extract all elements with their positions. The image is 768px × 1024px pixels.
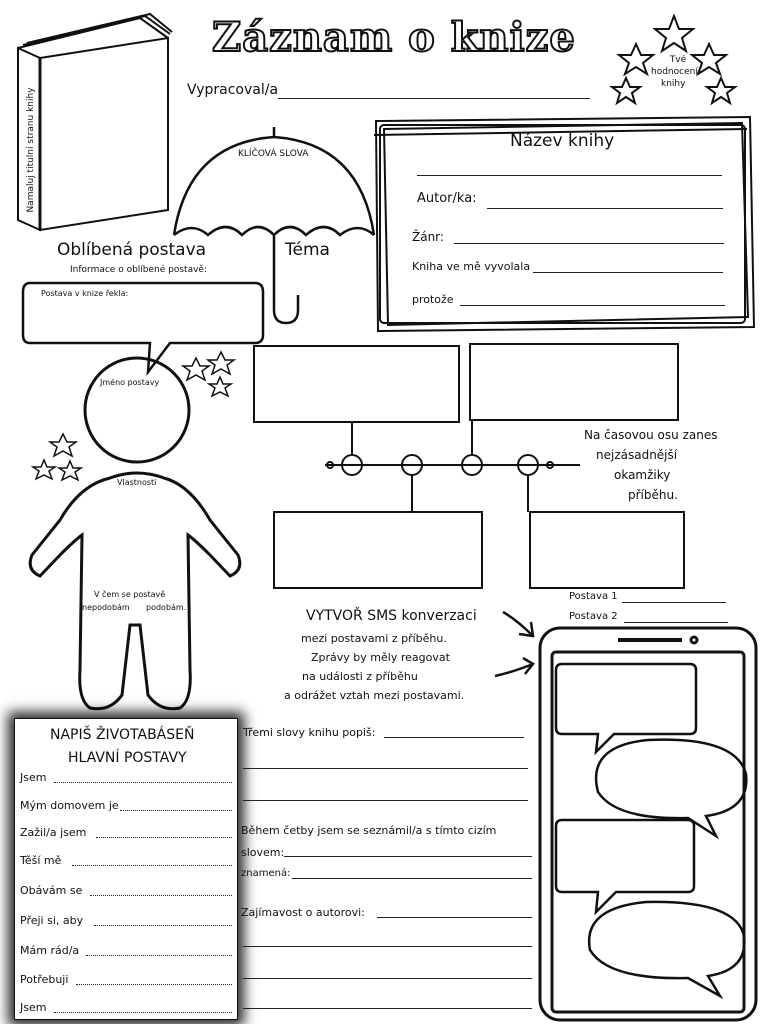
three-words-line[interactable] — [384, 737, 524, 738]
biography-line-label: Obávám se — [20, 884, 83, 897]
three-words-line[interactable] — [243, 768, 528, 769]
rating-label: Tvé — [669, 55, 687, 65]
traits-label: Vlastnosti — [117, 478, 157, 487]
three-words-label: Třemi slovy knihu popiš: — [243, 726, 376, 739]
favourite-character-heading: Oblíbená postava — [57, 240, 207, 260]
timeline-box — [254, 346, 459, 422]
sms-instruction: Zprávy by měly reagovat — [311, 651, 450, 664]
rating-label: hodnocení — [651, 67, 698, 77]
star-icon — [655, 16, 693, 51]
biography-line[interactable] — [96, 837, 232, 838]
page-title: Záznam o knize — [212, 14, 576, 61]
biography-heading: HLAVNÍ POSTAVY — [68, 750, 187, 766]
book-author-line[interactable] — [487, 208, 723, 209]
timeline-box — [530, 512, 684, 588]
author-fact-line[interactable] — [377, 917, 532, 918]
three-words-line[interactable] — [243, 800, 528, 801]
timeline[interactable] — [250, 340, 690, 590]
author-fact-line[interactable] — [243, 1008, 532, 1009]
biography-line[interactable] — [90, 895, 232, 896]
theme-label: Téma — [285, 240, 330, 260]
new-word-line[interactable] — [284, 856, 532, 857]
feeling-line[interactable] — [533, 272, 723, 273]
book-title-label: Název knihy — [510, 131, 615, 151]
star-icon — [33, 460, 55, 479]
biography-line-label: Potřebuji — [20, 973, 69, 986]
phone-drawing[interactable] — [536, 624, 762, 1024]
biography-line[interactable] — [54, 1012, 232, 1013]
message-bubble — [556, 820, 694, 912]
star-icon — [59, 461, 81, 480]
character-2-line[interactable] — [624, 622, 728, 623]
biography-line[interactable] — [76, 984, 232, 985]
meaning-line[interactable] — [292, 878, 532, 879]
biography-line[interactable] — [54, 782, 232, 783]
timeline-box — [470, 344, 678, 420]
star-icon — [208, 352, 234, 374]
character-figure[interactable] — [30, 350, 260, 720]
biography-line-label: Jsem — [20, 1001, 47, 1014]
new-word-label: Během četby jsem se seznámil/a s tímto cizím — [241, 824, 497, 837]
character-1-line[interactable] — [622, 602, 726, 603]
author-fact-line[interactable] — [243, 978, 532, 979]
star-icon — [619, 44, 653, 74]
character-1-label: Postava 1 — [569, 591, 618, 602]
author-fact-line[interactable] — [243, 946, 532, 947]
biography-line[interactable] — [94, 925, 232, 926]
star-icon — [50, 434, 76, 456]
star-icon — [612, 78, 640, 103]
biography-line[interactable] — [120, 810, 232, 811]
timeline-instruction: okamžiky — [614, 468, 671, 482]
meaning-label: znamená: — [241, 868, 291, 879]
timeline-box — [274, 512, 482, 588]
genre-line[interactable] — [454, 243, 724, 244]
biography-line-label: Mým domovem je — [20, 799, 119, 812]
message-bubble — [589, 902, 744, 996]
book-author-label: Autor/ka: — [417, 191, 477, 206]
star-icon — [707, 78, 735, 103]
biography-heading: NAPIŠ ŽIVOTABÁSEŇ — [50, 727, 195, 743]
timeline-instruction: příběhu. — [628, 488, 678, 502]
similar-label: podobám. — [146, 603, 187, 612]
sms-heading: VYTVOŘ SMS konverzaci — [306, 608, 477, 624]
because-line[interactable] — [460, 305, 725, 306]
sms-instruction: mezi postavami z příběhu. — [301, 632, 447, 645]
character-2-label: Postava 2 — [569, 611, 618, 622]
dissimilar-label: nepodobám — [82, 603, 130, 612]
star-icon — [183, 358, 209, 380]
message-bubble — [596, 740, 746, 836]
keywords-label: KLÍČOVÁ SLOVA — [238, 149, 309, 159]
biography-line[interactable] — [72, 865, 232, 866]
biography-line-label: Jsem — [20, 771, 47, 784]
quote-label: Postava v knize řekla: — [41, 289, 129, 298]
star-icon — [209, 377, 231, 396]
because-label: protože — [412, 293, 454, 306]
biography-line-label: Mám rád/a — [20, 944, 80, 957]
sms-instruction: a odrážet vztah mezi postavami. — [284, 689, 465, 702]
genre-label: Žánr: — [412, 230, 444, 244]
biography-line-label: Těší mě — [20, 854, 62, 867]
word-label: slovem: — [241, 846, 285, 859]
biography-line-label: Přeji si, aby — [20, 914, 84, 927]
author-input-line[interactable] — [278, 98, 590, 99]
similarity-label: V čem se postavě — [94, 590, 166, 599]
character-name-label: Jméno postavy — [100, 378, 160, 387]
favourite-character-subheading: Informace o oblíbené postavě: — [70, 265, 207, 275]
sms-instruction: na události z příběhu — [302, 670, 418, 683]
timeline-instruction: nejzásadnější — [596, 448, 678, 462]
feeling-label: Kniha ve mě vyvolala — [412, 260, 531, 273]
biography-line-label: Zažil/a jsem — [20, 826, 87, 839]
timeline-instruction: Na časovou osu zanes — [584, 428, 718, 442]
rating-label: knihy — [661, 79, 686, 89]
book-spine-text: Namaluj titulní stranu knihy — [26, 87, 36, 213]
author-fact-label: Zajímavost o autorovi: — [241, 906, 365, 919]
book-title-line[interactable] — [417, 175, 722, 176]
author-label: Vypracoval/a — [187, 82, 279, 98]
biography-line[interactable] — [86, 955, 232, 956]
